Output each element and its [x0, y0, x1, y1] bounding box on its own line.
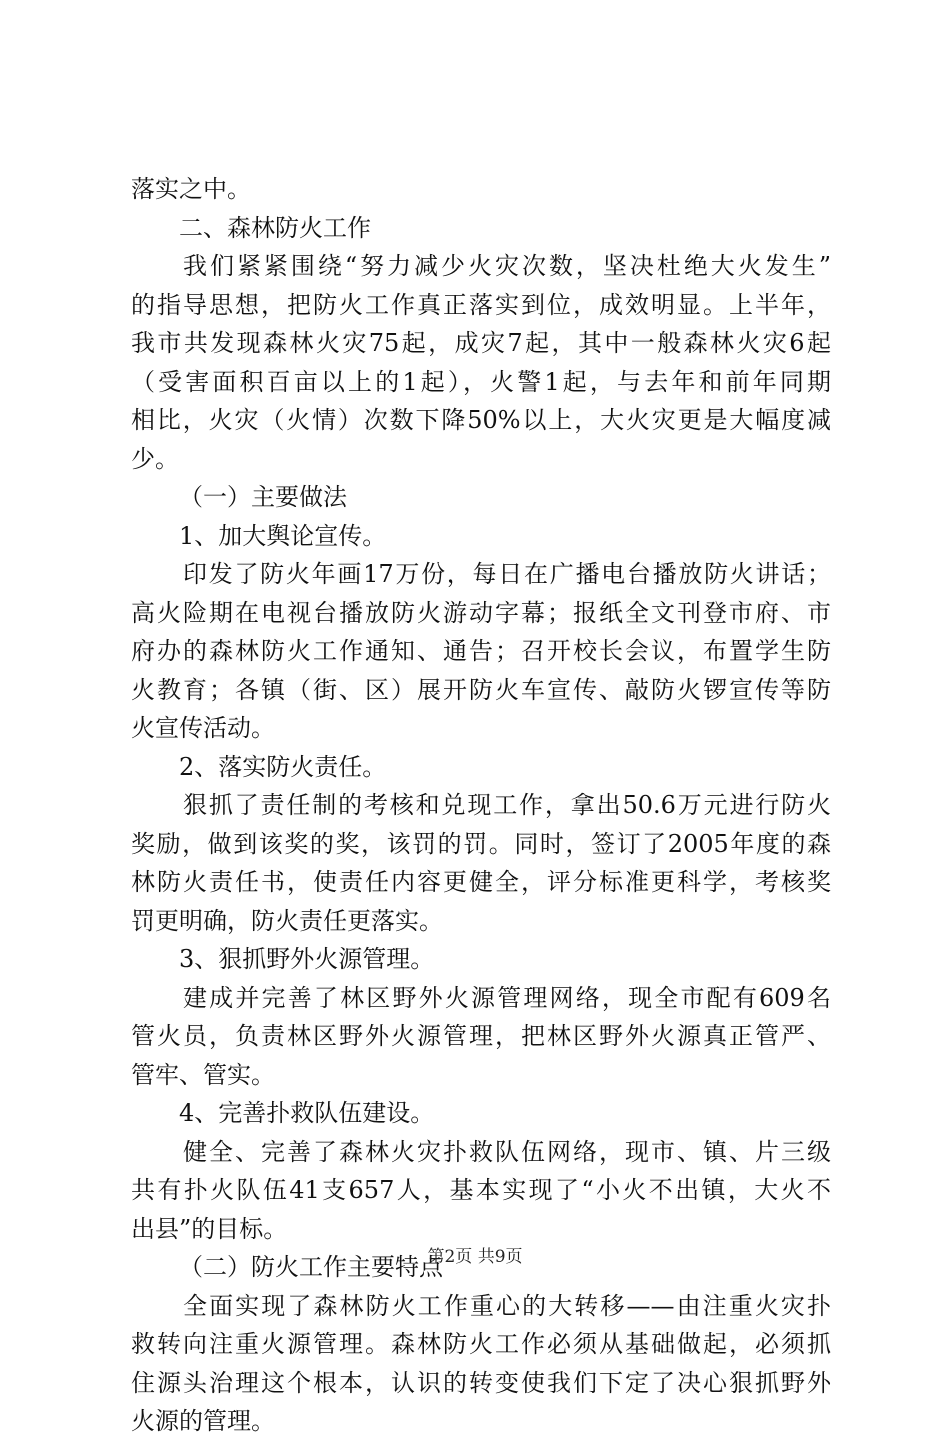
- text-line: 管火员，负责林区野外火源管理，把林区野外火源真正管严、: [131, 1022, 831, 1050]
- item-heading: 1、加大舆论宣传。: [179, 521, 387, 550]
- page-number-footer: 第2页 共9页: [427, 1247, 523, 1267]
- text-line: 出县”的目标。: [131, 1214, 288, 1243]
- text-line: 火源的管理。: [131, 1407, 275, 1435]
- text-line: 狠抓了责任制的考核和兑现工作，拿出50.6万元进行防火: [183, 791, 831, 819]
- text-line: 建成并完善了林区野外火源管理网络，现全市配有609名: [183, 983, 831, 1012]
- text-line: 火宣传活动。: [131, 714, 275, 742]
- text-line: 我们紧紧围绕“努力减少火灾次数，坚决杜绝大火发生”: [183, 252, 831, 280]
- text-line: 救转向注重火源管理。森林防火工作必须从基础做起，必须抓: [131, 1330, 831, 1358]
- subsection-heading: （一）主要做法: [179, 483, 347, 511]
- text-line: 少。: [131, 444, 179, 473]
- text-line: 高火险期在电视台播放防火游动字幕；报纸全文刊登市府、市: [131, 598, 831, 627]
- text-line: 健全、完善了森林火灾扑救队伍网络，现市、镇、片三级: [183, 1137, 831, 1166]
- text-line: 住源头治理这个根本，认识的转变使我们下定了决心狠抓野外: [131, 1368, 831, 1397]
- text-line: 相比，火灾（火情）次数下降50%以上，大火灾更是大幅度减: [131, 406, 831, 434]
- item-heading: 3、狠抓野外火源管理。: [179, 945, 435, 973]
- text-line: 落实之中。: [131, 175, 251, 203]
- text-line: 管牢、管实。: [131, 1060, 275, 1089]
- text-line: 府办的森林防火工作通知、通告；召开校长会议，布置学生防: [131, 637, 831, 665]
- item-heading: 4、完善扑救队伍建设。: [179, 1099, 435, 1127]
- text-line: 印发了防火年画17万份，每日在广播电台播放防火讲话；: [183, 560, 831, 588]
- item-heading: 2、落实防火责任。: [179, 752, 387, 781]
- text-line: 罚更明确，防火责任更落实。: [131, 906, 443, 935]
- text-line: 火教育；各镇（街、区）展开防火车宣传、敲防火锣宣传等防: [131, 675, 831, 704]
- section-heading: 二、森林防火工作: [179, 213, 371, 242]
- text-line: 共有扑火队伍41支657人，基本实现了“小火不出镇，大火不: [131, 1176, 831, 1204]
- text-line: 全面实现了森林防火工作重心的大转移——由注重火灾扑: [183, 1291, 831, 1320]
- text-line: 奖励，做到该奖的奖，该罚的罚。同时，签订了2005年度的森: [131, 829, 831, 858]
- text-line: 的指导思想，把防火工作真正落实到位，成效明显。上半年，: [131, 290, 831, 319]
- text-line: 我市共发现森林火灾75起，成灾7起，其中一般森林火灾6起: [131, 329, 831, 357]
- text-line: （受害面积百亩以上的1起），火警1起，与去年和前年同期: [131, 367, 831, 396]
- subsection-heading: （二）防火工作主要特点: [179, 1253, 443, 1281]
- text-line: 林防火责任书，使责任内容更健全，评分标准更科学，考核奖: [131, 868, 831, 896]
